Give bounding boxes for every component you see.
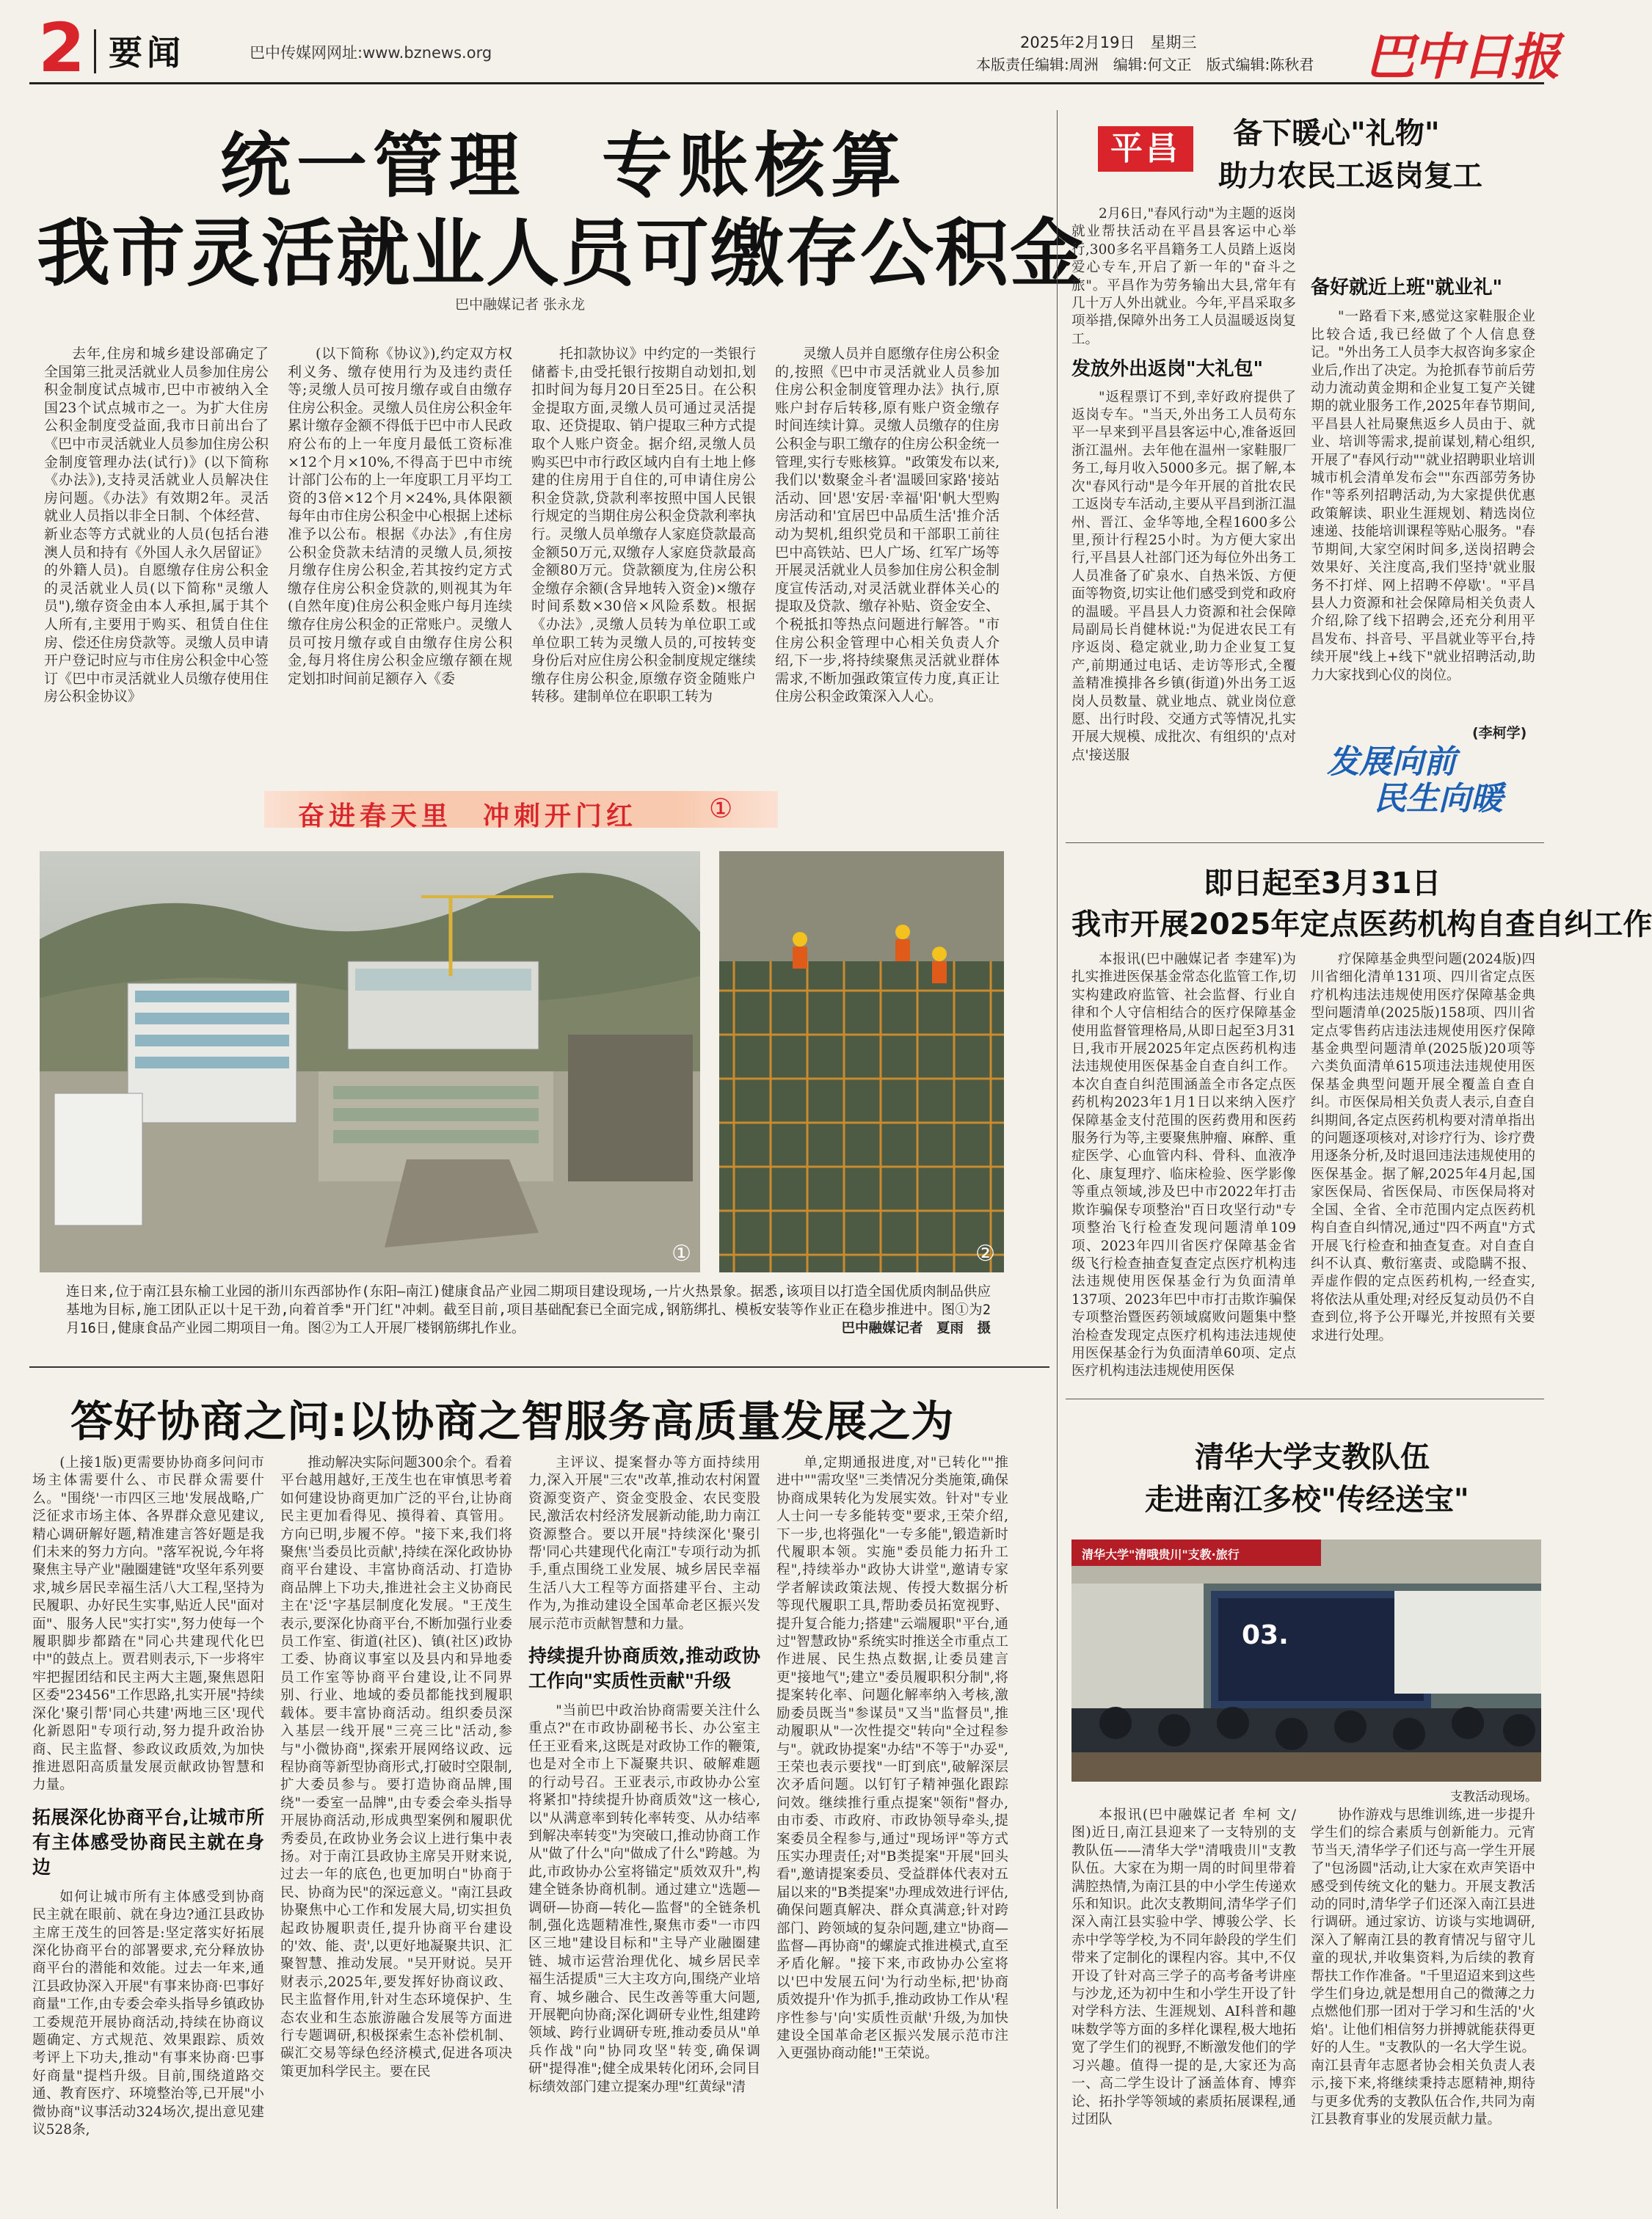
tsinghua-photo-caption: 支教活动现场。: [1450, 1790, 1538, 1804]
page-number: 2: [38, 9, 86, 87]
feature-banner: [264, 791, 778, 831]
classroom-screen-text: 03.: [1242, 1620, 1289, 1650]
pingchang-headline-1: 备下暖心"礼物": [1233, 117, 1440, 150]
lead-headline-line1: 统一管理 专账核算: [220, 125, 907, 207]
consult-headline: 答好协商之问:以协商之智服务高质量发展之为: [70, 1396, 955, 1446]
medical-column-1: 本报讯(巴中融媒记者 李建军)为扎实推进医保基金常态化监管工作,切实构建政府监管、社会监督、行业自律和个人守信相结合的医疗保障基金使用监督管理格局,从即日起至3月31日,我市开展2025年定点医药机构违法违规使用医保基金自查自纠工作。本次自查自纠范围涵盖全市各定点医药机构2023年1月1日以来纳入医疗保障基金支付范围的医药费用和医药服务行为等,主要聚焦肿瘤、麻醉、重症医学、心血管内科、骨科、血液净化、康复理疗、临床检验、医学影像等重点领域,涉及巴中市2022年打击欺诈骗保专项整治"百日攻坚行动"专项整治飞行检查发现问题清单109项、2023年四川省医疗保障基金省级飞行检查抽查复查定点医疗机构违法违规使用医保基金行为负面清单137项、2023年巴中市打击欺诈骗保专项整治暨医药领域腐败问题集中整治检查发现定点医疗机构违法违规使用医保基金行为负面清单60项、定点医疗机构违法违规使用医保: [1071, 952, 1296, 1380]
pingchang-headline-2: 助力农民工返岗复工: [1218, 159, 1482, 193]
right-column-divider: [1057, 110, 1058, 2209]
pingchang-subhead-1: 发放外出返岗"大礼包": [1071, 358, 1264, 381]
section-title: 要闻: [109, 33, 185, 73]
masthead-divider: [94, 29, 96, 73]
classroom-banner-text: 清华大学"清哦贵川"支教·旅行: [1082, 1548, 1240, 1562]
consult-column-4: 单,定期通报进度,对"已转化""推进中""需攻坚"三类情况分类施策,确保协商成果转化为发展实效。针对"专业人士问一专多能转变"要求,王荣介绍,下一步,也将强化"一专多能",锻造新时代履职本领。实施"委员能力拓升工程",持续举办"政协大讲堂",邀请专家学者解读政策法规、传授大数据分析等现代履职工具,帮助委员拓宽视野、提升复合能力;搭建"云端履职"平台,通过"智慧政协"系统实时推送全市重点工作进展、民生热点数据,让委员建言更"接地气";建立"委员履职积分制",将提案转化率、问题化解率纳入考核,激励委员既当"参谋员"又当"监督员",推动履职从"一次性提交"转向"全过程参与"。就政协提案"办结"不等于"办妥",王荣也表示要找"一盯到底",破解深层次矛盾问题。以钉钉子精神强化跟踪问效。继续推行重点提案"领衔"督办,由市委、市政府、市政协领导牵头,提案委员全程参与,通过"现场评"等方式压实办理责任;对"B类提案"开展"回头看",邀请提案委员、受益群体代表对五届以来的"B类提案"办理成效进行评估,确保问题真解决、群众真满意;针对跨部门、跨领域的复杂问题,建立"协商—监督—再协商"的螺旋式推进模式,直至矛盾化解。"接下来,市政协办公室将以'巴中发展五问'为行动坐标,把'协商质效提升'作为抓手,推动政协工作从'程序性参与'向'实质性贡献'升级,为加快建设全国革命老区振兴发展示范市注入更强协商动能!"王荣说。: [776, 1455, 1008, 2062]
tsinghua-column-1: 本报讯(巴中融媒记者 牟柯 文/图)近日,南江县迎来了一支特别的支教队伍——清华大学"清哦贵川"支教队伍。大家在为期一周的时间里带着满腔热情,为南江县的中小学生传递欢乐和知识。此次支教期间,清华学子们深入南江县实验中学、博骏公学、长赤中学等学校,为不同年龄段的学生们带来了定制化的课程内容。其中,不仅开设了针对高三学子的高考备考讲座与沙龙,还为初中生和小学生开设了针对学科方法、生涯规划、AI科普和趣味数学等方面的多样化课程,极大地拓宽了学生们的视野,不断激发他们的学习兴趣。值得一提的是,大家还为高一、高二学生设计了涵盖体育、博弈论、拓扑学等领域的素质拓展课程,通过团队: [1071, 1807, 1296, 2127]
feature-banner-text: 奋进春天里 冲刺开门红: [298, 801, 638, 831]
construction-aerial-photo: [40, 851, 700, 1272]
medical-headline-1: 即日起至3月31日: [1204, 867, 1441, 900]
tsinghua-headline-2: 走进南江多校"传经送宝": [1145, 1483, 1469, 1517]
lead-column-1: 去年,住房和城乡建设部确定了全国第三批灵活就业人员参加住房公积金制度试点城市,巴中市被纳入全国23个试点城市之一。为扩大住房公积金制度受益面,我市日前出台了《巴中市灵活就业人员参加住房公积金制度管理办法(试行)》(以下简称《办法》),支持灵活就业人员解决住房问题。《办法》有效期2年。灵活就业人员指以非全日制、个体经营、新业态等方式就业的人员(包括台港澳人员和持有《外国人永久居留证》的外籍人员)。自愿缴存住房公积金的灵活就业人员(以下简称"灵缴人员"),缴存资金由本人承担,属于其个人所有,主要用于购买、租赁自住住房、偿还住房贷款等。灵缴人员申请开户登记时应与市住房公积金中心签订《巴中市灵活就业人员缴存使用住房公积金协议》: [44, 346, 269, 705]
pingchang-tag: 平昌: [1098, 126, 1193, 172]
consult-subhead-1: 拓展深化协商平台,让城市所有主体感受协商民主就在身边: [32, 1806, 264, 1878]
feature-caption-text: 连日来,位于南江县东榆工业园的浙川东西部协作(东阳—南江)健康食品产业园二期项目建设现场,一片火热景象。据悉,该项目以打造全国优质肉制品供应基地为目标,施工团队正以十足干劲,向着首季"开门红"冲刺。截至目前,项目基础配套已全面完成,钢筋绑扎、模板安装等作业正在稳步推进中。图①为2月16日,健康食品产业园二期项目一角。图②为工人开展厂楼钢筋绑扎作业。: [66, 1284, 991, 1336]
feature-banner-number: ①: [709, 794, 733, 824]
feature-caption: [66, 1283, 991, 1338]
medical-column-2: 疗保障基金典型问题(2024版)四川省细化清单131项、四川省定点医疗机构违法违规使用医疗保障基金典型问题清单(2025版)158项、四川省定点零售药店违法违规使用医疗保障基金典型问题清单(2025版)20项等六类负面清单615项违法违规使用医保基金典型问题开展全覆盖自查自纠。市医保局相关负责人表示,自查自纠期间,各定点医药机构要对清单指出的问题逐项核对,对诊疗行为、诊疗费用逐条分析,及时退回违法违规使用的医保基金。据了解,2025年4月起,国家医保局、省医保局、市医保局将对全国、全省、全市范围内定点医药机构自查自纠情况,通过"四不两直"方式开展飞行检查和抽查复查。对自查自纠不认真、敷衍塞责、或隐瞒不报、弄虚作假的定点医药机构,一经查实,将依法从重处理;对经反复动员仍不自查到位,将予公开曝光,并按照有关要求进行处理。: [1311, 952, 1535, 1344]
tsinghua-column-2: 协作游戏与思维训练,进一步提升学生们的综合素质与创新能力。元宵节当天,清华学子们还与高一学生开展了"包汤圆"活动,让大家在欢声笑语中感受到传统文化的魅力。开展支教活动的同时,清华学子们还深入南江县进行调研。通过家访、访谈与实地调研,深入了解南江县的教育情况与留守儿童的现状,并收集资料,为后续的教育帮扶工作作准备。"千里迢迢来到这些学生们身边,就是想用自己的微薄之力点燃他们那一团对于学习和生活的'火焰'。让他们相信努力拼搏就能获得更好的人生。"支教队的一名大学生说。南江县青年志愿者协会相关负责人表示,接下来,将继续秉持志愿精神,期待与更多优秀的支教队伍合作,共同为南江县教育事业的发展贡献力量。: [1311, 1807, 1535, 2127]
rebar-work-photo: [719, 851, 1004, 1272]
pingchang-bottom-rule: [1066, 842, 1544, 843]
consult-subhead-2: 持续提升协商质效,推动政协工作向"实质性贡献"升级: [528, 1645, 760, 1692]
issue-date: 2025年2月19日 星期三: [1020, 34, 1197, 51]
pingchang-column-2: 备好就近上班"就业礼" "一路看下来,感觉这家鞋服企业比较合适,我已经做了个人信息登记。"外出务工人员李大叔咨询多家企业后,作出了决定。为抢抓春节前后劳动力流动黄金期和企业复工复产关键期的就业服务工作,2025年春节期间,平昌县人社局聚焦返乡人员由于、就业、培训等需求,提前谋划,精心组织,开展了"春风行动""就业招聘职业培训城市机会清单发布会""东西部劳务协作"等系列招聘活动,为大家提供优惠政策解读、职业生涯规划、精选岗位速递、技能培训课程等贴心服务。"春节期间,大家空闲时间多,送岗招聘会效果好、关注度高,我们坚持'就业服务不打烊、网上招聘不停歇'。"平昌县人力资源和社会保障局相关负责人介绍,除了线下招聘会,还充分利用平昌发布、抖音号、平昌就业等平台,持续开展"线上+线下"就业招聘活动,助力大家找到心仪的岗位。: [1311, 277, 1535, 683]
classroom-photo: [1071, 1540, 1541, 1782]
masthead-rule: [29, 82, 1544, 84]
newspaper-logo: 巴中日报: [1365, 28, 1560, 87]
lead-byline: 巴中融媒记者 张永龙: [455, 296, 586, 313]
slogan-line-1: 发展向前: [1327, 743, 1456, 781]
consult-column-2: 推动解决实际问题300余个。看着平台越用越好,王茂生也在审慎思考着如何建设协商更加广泛的平台,让协商民主更加看得见、摸得着、真管用。方向已明,步履不停。"接下来,我们将聚焦'当委员比贡献',持续在深化政协协商平台建设、丰富协商活动、打造协商品牌上下功夫,推进社会主义协商民主在'泛'字基层制度化发展。"王茂生表示,要深化协商平台,不断加强行业委员工作室、街道(社区)、镇(社区)政协工委、协商议事室以及县内和异地委员工作室等协商平台建设,让不同界别、行业、地域的委员都能找到履职载体。要丰富协商活动。组织委员深入基层一线开展"三亮三比"活动,参与"小微协商",探索开展网络议政、远程协商等新型协商形式,打破时空限制,扩大委员参与。要打造协商品牌,围绕"一委室一品牌",由专委会牵头指导开展协商活动,形成典型案例和履职优秀委员,在政协业务会议上进行集中表扬。对于南江县政协主席吴开财来说,过去一年的底色,也更加明白"协商于民、协商为民"的深远意义。"南江县政协聚焦中心工作和发展大局,切实担负起政协履职责任,提升协商平台建设的'效、能、责',以更好地凝聚共识、汇聚智慧、推动发展。"吴开财说。吴开财表示,2025年,要发挥好协商议政、民主监督作用,针对生态环境保护、生态农业和生态旅游融合发展等方面进行专题调研,积极探索生态补偿机制、碳汇交易等绿色经济模式,促进各项决策更加科学民主。要在民: [280, 1455, 512, 2080]
slogan-line-2: 民生向暖: [1374, 780, 1503, 817]
pingchang-author: (李柯学): [1472, 725, 1527, 741]
website: 巴中传媒网网址:www.bznews.org: [250, 44, 492, 62]
feature-bottom-rule: [29, 1366, 1049, 1368]
rebar-work-illustration: [719, 851, 1004, 1272]
lead-column-4: 灵缴人员并自愿缴存住房公积金的,按照《巴中市灵活就业人员参加住房公积金制度管理办法》执行,原账户封存后转移,原有账户资金缴存时间连续计算。灵缴人员缴存的住房公积金与职工缴存的住房公积金统一管理,实行专账核算。"政策发布以来,我们以'数聚金斗者'温暖回家路'接站活动、回'恩'安居·幸福'阳'帆大型购房活动和'宜居巴中品质生活'推介活动为契机,组织党员和干部职工前往巴中高铁站、巴人广场、红军广场等开展灵活就业人员参加住房公积金制度宣传活动,对灵活就业群体关心的提取及贷款、缴存补贴、资金安全、个税抵扣等热点问题进行解答。"市住房公积金管理中心相关负责人介绍,下一步,将持续聚焦灵活就业群体需求,不断加强政策宣传力度,真正让住房公积金政策深入人心。: [775, 346, 1000, 705]
construction-aerial-illustration: [40, 851, 700, 1272]
medical-headline-2: 我市开展2025年定点医药机构自查自纠工作: [1071, 908, 1652, 941]
consult-column-3: 主评议、提案督办等方面持续用力,深入开展"三农"改革,推动农村闲置资源变资产、资金变股金、农民变股民,激活农村经济发展新动能,助力南江资源整合。要以开展"持续深化'聚引帮'同心共建现代化南江"专项行动为抓手,重点围绕工业发展、城乡居民幸福生活八大工程等方面搭建平台、主动作为,为推动建设全国革命老区振兴发展示范市贡献智慧和力量。 持续提升协商质效,推动政协工作向"实质性贡献"升级 "当前巴中政治协商需要关注什么重点?"在市政协副秘书长、办公室主任王亚看来,这既是对政协工作的鞭策,也是对全市上下凝聚共识、破解难题的行动号召。王亚表示,市政协办公室将紧扣"持续提升协商质效"这一核心,以"从满意率到转化率转变、从办结率到解决率转变"为突破口,推动协商工作从"做了什么"向"做成了什么"跨越。为此,市政协办公室将锚定"质效双升",构建全链条协商机制。通过建立"选题—调研—协商—转化—监督"的全链条机制,强化选题精准性,聚焦市委"一市四区三地"建设目标和"主导产业融圈建链、城市运营治理优化、城乡居民幸福生活提质"三大主攻方向,围绕产业培育、城乡融合、民生改善等重大问题,开展靶向协商;深化调研专业性,组建跨领域、跨行业调研专班,推动委员从"单兵作战"向"协同攻坚"转变,确保调研"提得准";健全成果转化闭环,会同目标绩效部门建立提案办理"红黄绿"清: [528, 1455, 760, 2095]
consult-column-1: (上接1版)更需要协协商多问问市场主体需要什么、市民群众需要什么。"围绕'一市四区三地'发展战略,广泛征求市场主体、各界群众意见建议,精心调研解好题,精准建言答好题是我们未来的努力方向。"落军祝说,今年将聚焦主导产业"融圈建链"攻坚年系列要求,城乡居民幸福生活八大工程,坚持为民履职、办好民生实事,贴近人民"面对面"、服务人民"实打实",努力使每一个履职脚步都踏在"同心共建现代化巴中"的鼓点上。贾君则表示,下一步将牢牢把握团结和民主两大主题,聚焦恩阳区委"23456"工作思路,扎实开展"持续深化'聚引帮'同心共建'两地三区'现代化新恩阳"专项行动,努力提升政治协商、民主监督、参政议政质效,为加快推进恩阳高质量发展贡献政协智慧和力量。 拓展深化协商平台,让城市所有主体感受协商民主就在身边 如何让城市所有主体感受到协商民主就在眼前、就在身边?通江县政协主席王茂生的回答是:坚定落实好拓展深化协商平台的部署要求,充分释放协商平台的潜能和效能。过去一年来,通江县政协深入开展"有事来协商·巴事好商量"工作,由专委会牵头指导乡镇政协工委规范开展协商活动,持续在协商议题确定、方式规范、效果跟踪、质效考评上下功夫,推动"有事来协商·巴事好商量"提档升级。目前,围绕道路交通、教育医疗、环境整治等,已开展"小微协商"议事活动324场次,提出意见建议528条,: [32, 1455, 264, 2138]
pingchang-subhead-2: 备好就近上班"就业礼": [1311, 277, 1503, 299]
lead-column-2: (以下简称《协议》),约定双方权利义务、缴存使用行为及违约责任等;灵缴人员可按月缴存或自由缴存住房公积金。灵缴人员住房公积金年累计缴存金额不得低于巴中市人民政府公布的上一年度月最低工资标准×12个月×10%,不得高于巴中市统计部门公布的上一年度职工月平均工资的3倍×12个月×24%,具体限额每年由市住房公积金中心根据上述标准予以公布。根据《办法》,有住房公积金贷款未结清的灵缴人员,须按月缴存住房公积金,若其按约定方式缴存住房公积金贷款的,则视其为年(自然年度)住房公积金账户每月连续缴存住房公积金的正常账户。灵缴人员可按月缴存或自由缴存住房公积金,每月将住房公积金应缴存额在规定划扣时间前足额存入《委: [288, 346, 512, 687]
tsinghua-headline-1: 清华大学支教队伍: [1195, 1440, 1430, 1474]
photo-1-number: ①: [672, 1241, 691, 1267]
feature-caption-credit: 巴中融媒记者 夏雨 摄: [841, 1321, 991, 1336]
editors-line: 本版责任编辑:周洲 编辑:何文正 版式编辑:陈秋君: [976, 56, 1314, 73]
classroom-illustration: [1071, 1540, 1541, 1782]
lead-column-3: 托扣款协议》中约定的一类银行储蓄卡,由受托银行按期自动划扣,划扣时间为每月20日至25日。在公积金提取方面,灵缴人员可通过灵活提取、还贷提取、销户提取三种方式提取个人账户资金。据介绍,灵缴人员购买巴中市行政区域内自有土地上修建的住房用于自住的,可申请住房公积金贷款,贷款利率按照中国人民银行规定的当期住房公积金贷款利率执行。灵缴人员单缴存人家庭贷款最高金额50万元,双缴存人家庭贷款最高金额80万元。贷款额度为,住房公积金缴存余额(含异地转入资金)×缴存时间系数×30倍×风险系数。根据《办法》,灵缴人员转为单位职工或单位职工转为灵缴人员的,可按转变身份后对应住房公积金制度规定继续缴存住房公积金,原缴存资金随账户转移。建制单位在职职工转为: [531, 346, 756, 705]
pingchang-column-1: 2月6日,"春风行动"为主题的返岗就业帮扶活动在平昌县客运中心举行,300多名平昌籍务工人员踏上返岗爱心专车,开启了新一年的"奋斗之旅"。平昌作为劳务输出大县,常年有几十万人外出就业。今年,平昌采取多项举措,保障外出务工人员温暖返岗复工。 发放外出返岗"大礼包" "返程票订不到,幸好政府提供了返岗专车。"当天,外出务工人员苟东平一早来到平昌县客运中心,准备返回浙江温州。去年他在温州一家鞋服厂务工,每月收入5000多元。据了解,本次"春风行动"是今年开展的首批农民工返岗专车活动,主要从平昌到浙江温州、晋江、金华等地,全程1600多公里,预计行程25小时。为方便大家出行,平昌县人社部门还为每位外出务工人员准备了矿泉水、自热米饭、方便面等物资,切实让他们感受到党和政府的温暖。平昌县人力资源和社会保障局副局长肖健林说:"为促进农民工有序返岗、稳定就业,助力企业复工复产,前期通过电话、走访等形式,全覆盖精准摸排各乡镇(街道)外出务工返岗人员数量、就业地点、就业岗位意愿、出行时段、交通方式等情况,扎实开展大规模、成批次、有组织的'点对点'接送服: [1071, 206, 1296, 763]
photo-2-number: ②: [975, 1241, 995, 1267]
lead-headline-line2: 我市灵活就业人员可缴存公积金: [37, 211, 1085, 296]
